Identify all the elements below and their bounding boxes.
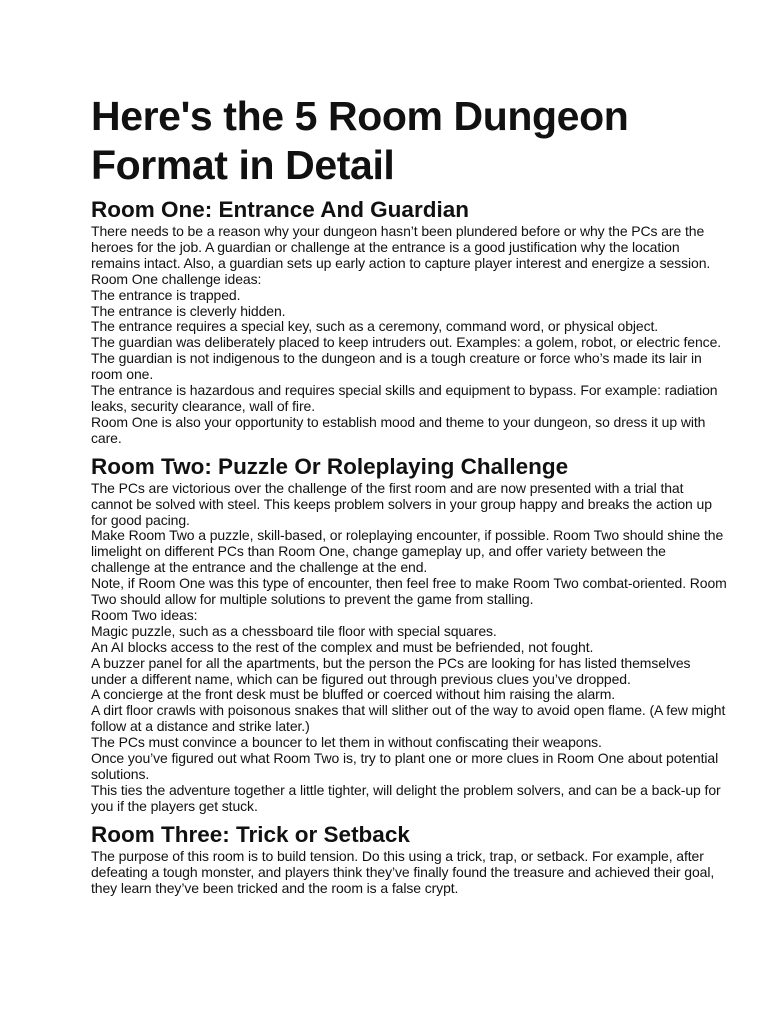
paragraph: The entrance is trapped. (91, 286, 241, 303)
paragraph: Note, if Room One was this type of encounter, then feel free to make Room Two combat-oriented. Room Two should allow for multiple solutions to prevent the game from stalling. (91, 575, 727, 608)
paragraph: Once you’ve figured out what Room Two is, try to plant one or more clues in Room One about potential solutions. (91, 750, 719, 782)
section-room-one (91, 196, 728, 447)
paragraph: Room One challenge ideas: (91, 270, 262, 287)
paragraph: The entrance requires a special key, such as a ceremony, command word, or physical object. (91, 318, 659, 335)
section-heading: Room Three: Trick or Setback (91, 821, 410, 847)
paragraph: The entrance is hazardous and requires special skills and equipment to bypass. For example: radiation leaks, security clearance, wall of fire. (91, 382, 718, 414)
paragraph: Magic puzzle, such as a chessboard tile floor with special squares. (91, 622, 497, 639)
paragraph: Room Two ideas: (91, 606, 198, 623)
section-heading: Room One: Entrance And Guardian (91, 197, 469, 222)
paragraph: Make Room Two a puzzle, skill-based, or roleplaying encounter, if possible. Room Two should shine the limelight on different PCs than Room One, change gameplay up, and offer variety between the challenge at the entrance and the challenge at the end. (91, 527, 724, 576)
page-title: Here's the 5 Room Dungeon Format in Detail (91, 93, 629, 188)
paragraph: The entrance is cleverly hidden. (91, 302, 286, 319)
paragraph: The PCs are victorious over the challenge of the first room and are now presented with a trial that cannot be solved with steel. This keeps problem solvers in your group happy and breaks the action up for good pacing. (91, 479, 712, 528)
paragraph: The purpose of this room is to build tension. Do this using a trick, trap, or setback. For example, after defeating a tough monster, and players think they’ve finally found the treasure and achieved their goal, they learn they’ve been tricked and the room is a false crypt. (91, 847, 715, 896)
paragraph: There needs to be a reason why your dungeon hasn’t been plundered before or why the PCs are the heroes for the job. A guardian or challenge at the entrance is a good justification why the location remains intact. Also, a guardian sets up early action to capture player interest and energize a session. (91, 223, 711, 271)
paragraph: A buzzer panel for all the apartments, but the person the PCs are looking for has listed themselves under a different name, which can be figured out through previous clues you’ve dropped. (91, 654, 691, 687)
paragraph: Room One is also your opportunity to establish mood and theme to your dungeon, so dress it up with care. (91, 413, 706, 446)
paragraph: A dirt floor crawls with poisonous snakes that will slither out of the way to avoid open flame. (A few might follow at a distance and strike later.) (91, 702, 726, 735)
paragraph: The guardian was deliberately placed to keep intruders out. Examples: a golem, robot, or electric fence. (91, 334, 722, 351)
section-room-two (91, 453, 728, 815)
section-room-three (91, 821, 728, 897)
paragraph: This ties the adventure together a little tighter, will delight the problem solvers, and can be a back-up for you if the players get stuck. (91, 781, 721, 814)
paragraph: A concierge at the front desk must be bluffed or coerced without him raising the alarm. (91, 686, 616, 703)
section-heading: Room Two: Puzzle Or Roleplaying Challenge (91, 453, 569, 479)
paragraph: An AI blocks access to the rest of the complex and must be befriended, not fought. (91, 638, 594, 655)
paragraph: The PCs must convince a bouncer to let them in without confiscating their weapons. (91, 734, 602, 751)
paragraph: The guardian is not indigenous to the dungeon and is a tough creature or force who’s made its lair in room one. (91, 350, 702, 383)
